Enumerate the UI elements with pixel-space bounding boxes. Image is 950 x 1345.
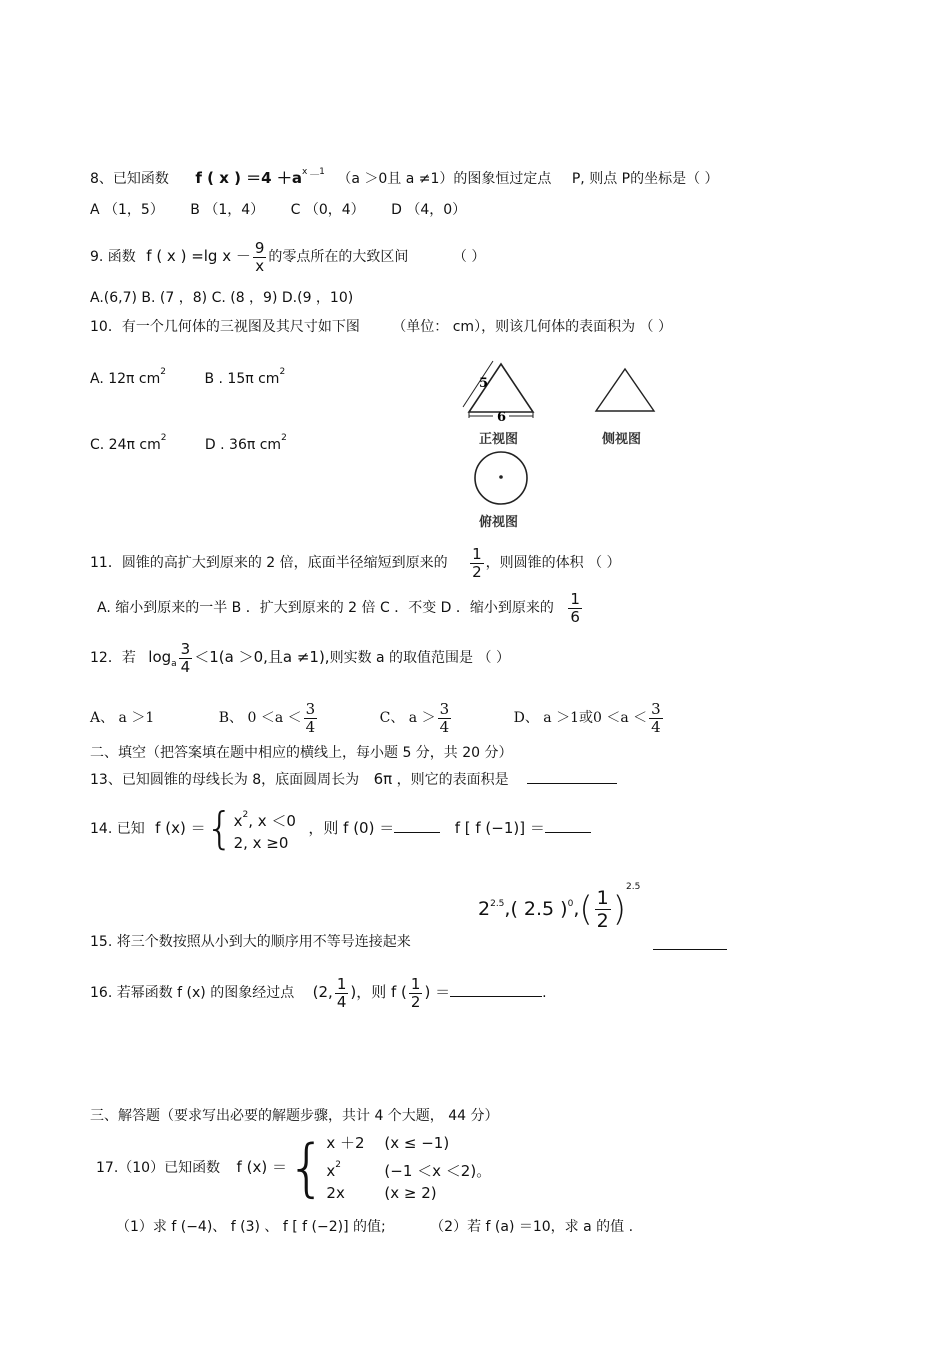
- q11-option-d-fraction: [568, 591, 582, 626]
- q11-stem: [90, 543, 621, 583]
- q9-options: A.(6,7) B. (7 ，8) C. (8 ，9) D.(9 ，10): [90, 290, 354, 306]
- q11-fraction: [470, 546, 484, 581]
- q16-point-fraction: [335, 976, 349, 1011]
- q11-opt-den: 6: [570, 607, 580, 626]
- q10-option-a: A. 12π cm: [90, 371, 161, 387]
- q14-fx: f (x) ＝: [155, 819, 206, 837]
- q12-option-a: A、 a ＞1: [90, 710, 155, 726]
- q17-part2: （2）若 f (a) ＝10，求 a 的值 .: [430, 1219, 634, 1235]
- q15-n3-fraction: [595, 887, 611, 932]
- q14-piece1-cond: , x ＜0: [248, 812, 296, 830]
- q11-frac-den: 2: [472, 562, 482, 581]
- q12-frac-num: 3: [180, 639, 191, 658]
- q8-stem: [90, 162, 719, 189]
- q15-n3-num: 1: [596, 887, 609, 909]
- q13-label: 13、已知圆锥的母线长为 8，底面圆周长为: [90, 772, 360, 788]
- q14-blank2: [545, 832, 591, 833]
- side-view-triangle: [596, 369, 654, 411]
- q10-stem: [90, 317, 672, 337]
- top-view-caption: 俯视图: [479, 515, 519, 530]
- q10-options-ab: [90, 362, 285, 389]
- q17-row1-cond: (x ≤ −1): [384, 1134, 450, 1152]
- q10-label: 10．有一个几何体的三视图及其尺寸如下图: [90, 319, 360, 335]
- top-view-center-dot: [499, 475, 503, 479]
- side-view-caption: 侧视图: [602, 432, 642, 447]
- q8-options: [90, 200, 466, 220]
- q13-value: 6π: [373, 770, 393, 788]
- q11-frac-num: 1: [472, 544, 482, 563]
- q8-condition: （a ＞0且 a ≠1）的图象恒过定点: [337, 171, 552, 187]
- q14-ask1: ，则 f (0) ＝: [308, 819, 395, 837]
- q14-stem: [90, 804, 591, 854]
- q14-label: 14. 已知: [90, 821, 145, 837]
- q8-option-b: B （1，4）: [190, 202, 265, 218]
- q9-formula: f ( x ) =lg x －: [146, 247, 251, 265]
- q17-row2-exp: 2: [335, 1160, 342, 1170]
- front-view-caption: 正视图: [479, 432, 519, 447]
- q12-option-c: C、 a ＞: [379, 710, 436, 726]
- q14-ask2: f [ f (−1)] ＝: [454, 819, 545, 837]
- q14-brace: {: [205, 803, 234, 854]
- q8-option-a: A （1，5）: [90, 202, 164, 218]
- q10-option-d-exp: 2: [281, 433, 287, 443]
- q12-option-d-fraction: [649, 701, 663, 736]
- q11-question: ，则圆锥的体积 （ ）: [485, 555, 621, 571]
- q10-option-c-exp: 2: [160, 433, 167, 443]
- q12-c-num: 3: [439, 699, 450, 718]
- q10-option-a-exp: 2: [160, 367, 166, 377]
- q15-paren-left: (: [579, 889, 593, 930]
- q12-b-num: 3: [305, 699, 316, 718]
- q17-row3-cond: (x ≥ 2): [384, 1184, 437, 1202]
- q11-options: [97, 588, 584, 628]
- q16-answer-blank: [450, 996, 542, 997]
- q14-piece2: 2, x ≥0: [233, 834, 289, 852]
- q12-d-den: 4: [651, 717, 661, 736]
- q17-label: 17.（10）已知函数: [96, 1160, 221, 1176]
- q15-n3-den: 2: [596, 910, 609, 932]
- q12-question: 则实数 a 的取值范围是 （ ）: [329, 650, 510, 666]
- q12-log: log: [148, 648, 172, 666]
- q8-question: P, 则点 P的坐标是（ ）: [571, 171, 719, 187]
- q12-label: 12．若: [90, 650, 136, 666]
- q11-options-text: A. 缩小到原来的一半 B ．扩大到原来的 2 倍 C ．不变 D ．缩小到原来的: [97, 600, 554, 616]
- q12-options: [90, 697, 665, 739]
- q14-piece1-exp: 2: [242, 810, 249, 820]
- q15-n2-exp: 0: [567, 899, 574, 909]
- q9-fraction: [253, 240, 267, 275]
- q17-parts: [116, 1217, 633, 1237]
- q9-label: 9. 函数: [90, 249, 136, 265]
- q9-paren: （ ）: [452, 249, 486, 265]
- q8-exponent: x ＿1: [301, 167, 325, 177]
- q12-frac-den: 4: [180, 657, 191, 676]
- q12-option-b-fraction: [304, 701, 318, 736]
- q16-point-post: )，则 f (: [350, 983, 407, 1001]
- q8-option-c: C （0，4）: [290, 202, 365, 218]
- q12-stem: [90, 636, 510, 685]
- q10-question: （单位： cm），则该几何体的表面积为 （ ）: [392, 319, 672, 335]
- q17-row3: 2x: [326, 1184, 345, 1202]
- q9-question: 的零点所在的大致区间: [268, 249, 409, 265]
- q13-stem: [90, 769, 617, 790]
- q17-stem: [96, 1132, 491, 1204]
- section-2-heading: 二、填空（把答案填在题中相应的横线上，每小题 5 分，共 20 分）: [90, 745, 513, 761]
- q16-point: (2,: [312, 983, 333, 1001]
- q8-formula: f ( x ) ＝4 ＋a: [195, 169, 302, 187]
- q16-arg-den: 2: [410, 992, 421, 1011]
- q14-piece1: x: [233, 812, 243, 830]
- q12-log-base: a: [171, 659, 177, 669]
- q16-point-num: 1: [336, 974, 347, 993]
- q13-question: ，则它的表面积是: [396, 772, 509, 788]
- q9-frac-den: x: [255, 256, 265, 275]
- q10-option-c: C. 24π cm: [90, 437, 161, 453]
- q10-option-d: D . 36π cm: [204, 437, 282, 453]
- q15-stem: 15. 将三个数按照从小到大的顺序用不等号连接起来: [90, 934, 411, 950]
- q11-label: 11．圆锥的高扩大到原来的 2 倍，底面半径缩短到原来的: [90, 555, 448, 571]
- q9-stem: [90, 236, 485, 277]
- q14-piecewise: [234, 804, 296, 854]
- q16-arg-fraction: [409, 976, 423, 1011]
- q13-answer-blank: [527, 783, 617, 784]
- q12-condition: ＜1(a ＞0,且a ≠1),: [194, 648, 330, 666]
- q16-arg-num: 1: [410, 974, 421, 993]
- q16-point-den: 4: [336, 992, 347, 1011]
- q11-opt-num: 1: [570, 589, 580, 608]
- q16-stem: 16. 若幂函数 f (x) 的图象经过点 (2, $\frac{1}{4}$ )，则 f ( $\frac{1}{2}$ ) ＝ .: [90, 974, 547, 1011]
- q15-n1: 2: [478, 898, 491, 920]
- q15-paren-right: ): [612, 889, 626, 930]
- q12-option-c-fraction: [438, 701, 452, 736]
- q9-frac-num: 9: [254, 238, 265, 257]
- q17-piecewise: [326, 1132, 491, 1204]
- q17-fx: f (x) ＝: [236, 1158, 287, 1176]
- q12-d-num: 3: [651, 699, 661, 718]
- q17-row1: x ＋2: [326, 1134, 365, 1152]
- q12-c-den: 4: [439, 717, 450, 736]
- q12-option-d: D、 a ＞1或0 ＜a ＜: [513, 710, 648, 726]
- q17-row2: x: [326, 1162, 336, 1180]
- q16-question: ) ＝: [424, 983, 451, 1001]
- q10-options-cd: [90, 428, 287, 455]
- q16-label: 16. 若幂函数 f (x) 的图象经过点: [90, 985, 295, 1001]
- q17-end: 。: [476, 1162, 492, 1180]
- q12-b-den: 4: [305, 717, 316, 736]
- q17-brace: {: [286, 1131, 327, 1204]
- q10-option-b-exp: 2: [279, 367, 286, 377]
- q15-n1-exp: 2.5: [490, 899, 505, 909]
- q15-n3-exp: 2.5: [626, 882, 641, 892]
- q8-option-d: D （4，0）: [391, 202, 467, 218]
- q10-option-b: B . 15π cm: [204, 371, 280, 387]
- q17-row2-cond: (−1 ＜x ＜2): [384, 1162, 477, 1180]
- q15-numbers: $2^{2.5}$,( 2.5 )$^0$,( $\frac{1}{2}$ )$^{2.5}$: [478, 882, 641, 932]
- section-3-heading: 三、解答题（要求写出必要的解题步骤，共计 4 个大题， 44 分）: [90, 1108, 499, 1124]
- dim-slant-label: 5: [479, 376, 489, 391]
- q17-part1: （1）求 f (−4)、 f (3) 、 f [ f (−2)] 的值;: [116, 1219, 386, 1235]
- q15-n2: ,( 2.5 ): [504, 898, 568, 920]
- q15-answer-blank: [653, 930, 727, 950]
- q12-fraction: [179, 641, 193, 676]
- q14-blank1: [394, 832, 440, 833]
- q12-option-b: B、 0 ＜a ＜: [218, 710, 302, 726]
- dim-base-label: 6: [497, 410, 507, 425]
- q8-label: 8、已知函数: [90, 171, 169, 187]
